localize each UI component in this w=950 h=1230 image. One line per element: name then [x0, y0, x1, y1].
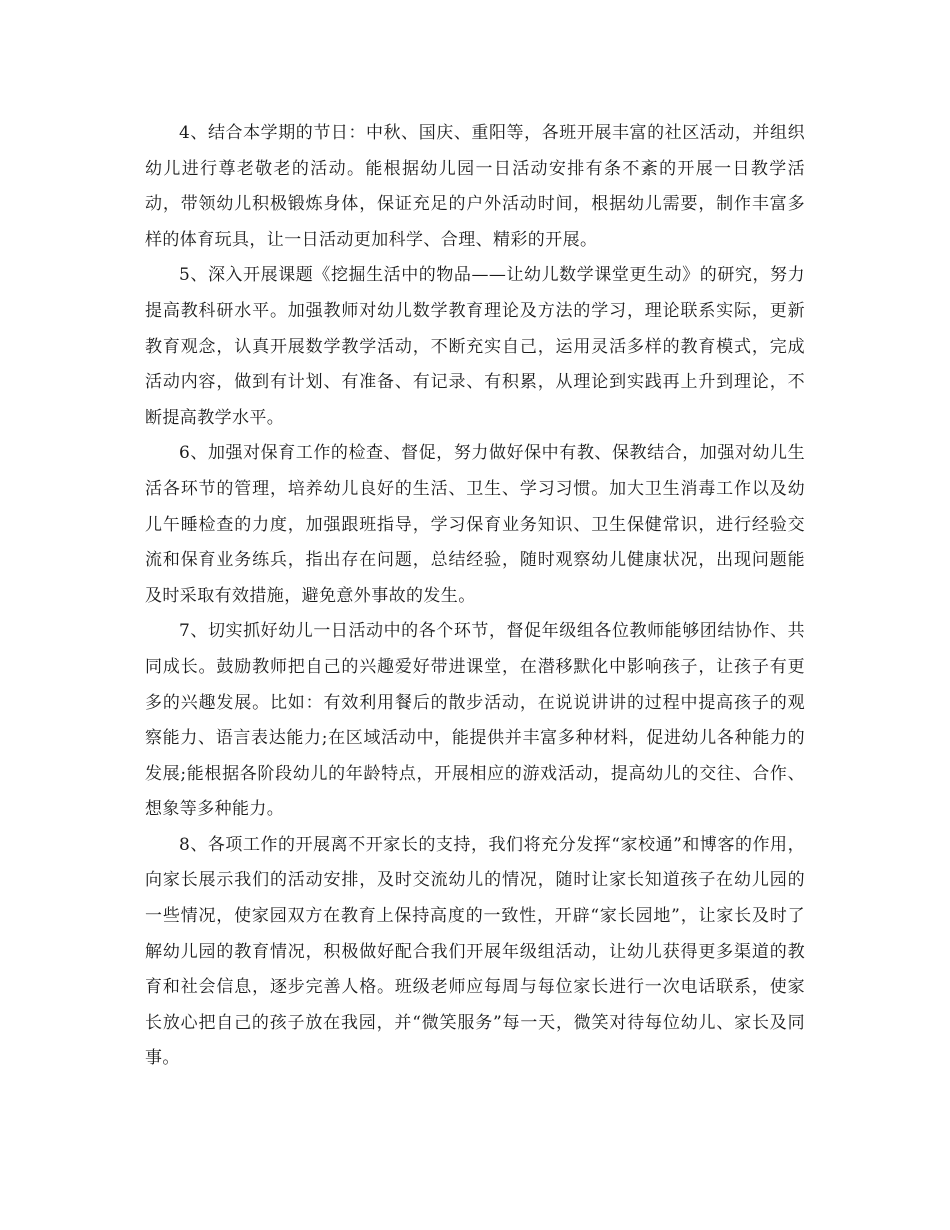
paragraph-4: 4、结合本学期的节日：中秋、国庆、重阳等，各班开展丰富的社区活动，并组织幼儿进行尊老敬老的活动。能根据幼儿园一日活动安排有条不紊的开展一日教学活动，带领幼儿积极锻炼身体，保证充足的户外活动时间，根据幼儿需要，制作丰富多样的体育玩具，让一日活动更加科学、合理、精彩的开展。 [145, 123, 805, 250]
paragraph-6: 6、加强对保育工作的检查、督促，努力做好保中有教、保教结合，加强对幼儿生活各环节的管理，培养幼儿良好的生活、卫生、学习习惯。加大卫生消毒工作以及幼儿午睡检查的力度，加强跟班指导，学习保育业务知识、卫生保健常识，进行经验交流和保育业务练兵，指出存在问题，总结经验，随时观察幼儿健康状况，出现问题能及时采取有效措施，避免意外事故的发生。 [145, 443, 805, 606]
paragraph-8: 8、各项工作的开展离不开家长的支持，我们将充分发挥“家校通”和博客的作用，向家长展示我们的活动安排，及时交流幼儿的情况，随时让家长知道孩子在幼儿园的一些情况，使家园双方在教育上保持高度的一致性，开辟“家长园地”，让家长及时了解幼儿园的教育情况，积极做好配合我们开展年级组活动，让幼儿获得更多渠道的教育和社会信息，逐步完善人格。班级老师应每周与每位家长进行一次电话联系，使家长放心把自己的孩子放在我园，并“微笑服务”每一天，微笑对待每位幼儿、家长及同事。 [145, 834, 805, 1069]
document-page [145, 116, 805, 1077]
paragraph-5: 5、深入开展课题《挖掘生活中的物品——让幼儿数学课堂更生动》的研究，努力提高教科研水平。加强教师对幼儿数学教育理论及方法的学习，理论联系实际，更新教育观念，认真开展数学教学活动，不断充实自己，运用灵活多样的教育模式，完成活动内容，做到有计划、有准备、有记录、有积累，从理论到实践再上升到理论，不断提高教学水平。 [145, 265, 805, 428]
paragraph-7: 7、切实抓好幼儿一日活动中的各个环节，督促年级组各位教师能够团结协作、共同成长。鼓励教师把自己的兴趣爱好带进课堂，在潜移默化中影响孩子，让孩子有更多的兴趣发展。比如：有效利用餐后的散步活动，在说说讲讲的过程中提高孩子的观察能力、语言表达能力;在区域活动中，能提供并丰富多种材料，促进幼儿各种能力的发展;能根据各阶段幼儿的年龄特点，开展相应的游戏活动，提高幼儿的交往、合作、想象等多种能力。 [145, 621, 805, 820]
